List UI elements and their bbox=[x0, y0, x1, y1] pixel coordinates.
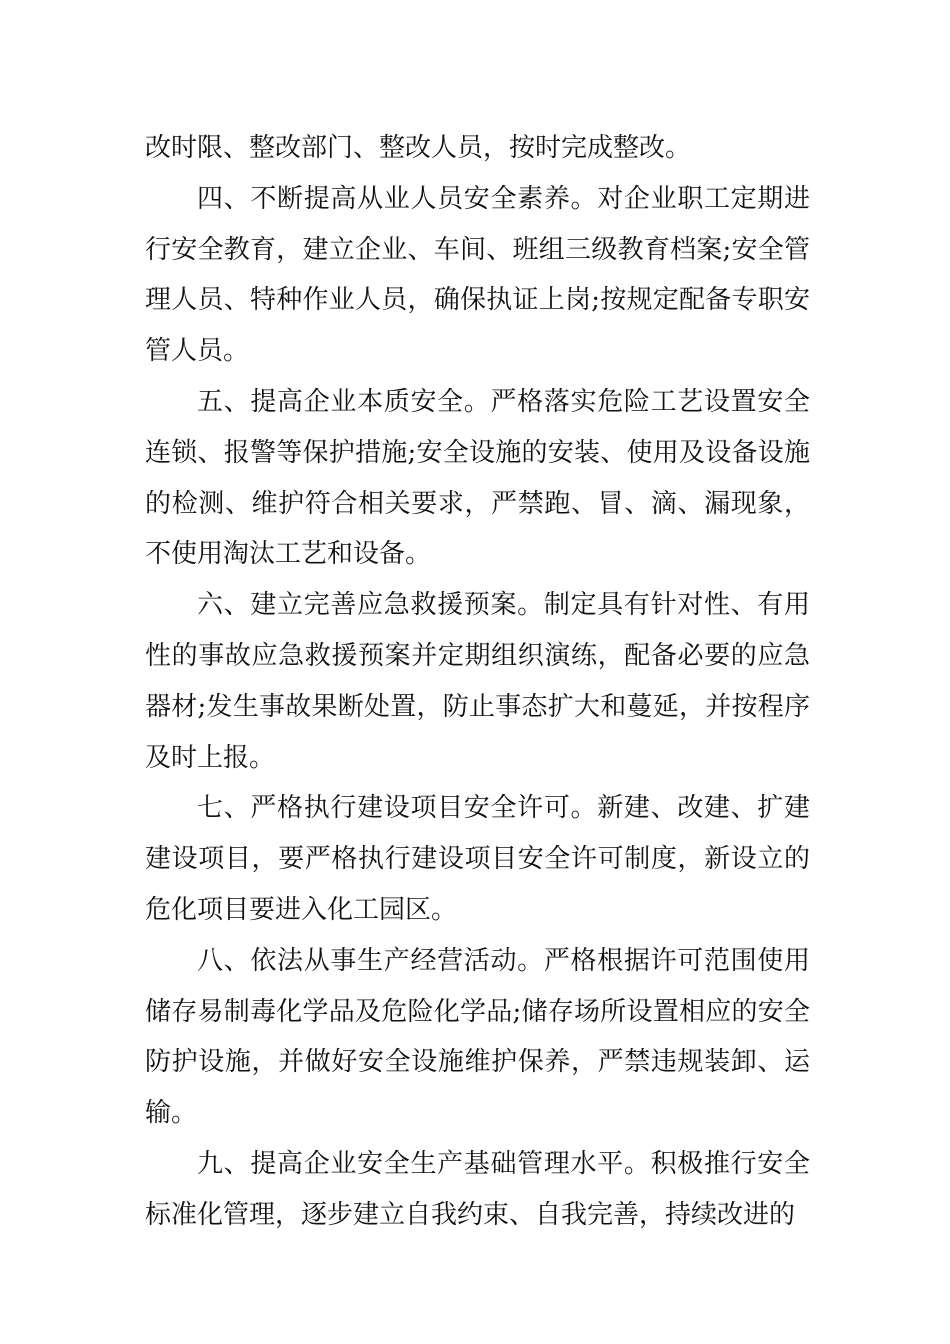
paragraph-item-4: 四、不断提高从业人员安全素养。对企业职工定期进行安全教育，建立企业、车间、班组三级教育档案;安全管理人员、特种作业人员，确保执证上岗;按规定配备专职安管人员。 bbox=[145, 183, 810, 367]
paragraph-item-5: 五、提高企业本质安全。严格落实危险工艺设置安全连锁、报警等保护措施;安全设施的安装、使用及设备设施的检测、维护符合相关要求，严禁跑、冒、滴、漏现象，不使用淘汰工艺和设备。 bbox=[145, 386, 810, 570]
document-body bbox=[145, 123, 810, 1241]
paragraph-continuation: 改时限、整改部门、整改人员，按时完成整改。 bbox=[145, 133, 692, 163]
paragraph-item-6: 六、建立完善应急救援预案。制定具有针对性、有用性的事故应急救援预案并定期组织演练，配备必要的应急器材;发生事故果断处置，防止事态扩大和蔓延，并按程序及时上报。 bbox=[145, 590, 810, 773]
paragraph-item-9: 九、提高企业安全生产基础管理水平。积极推行安全标准化管理，逐步建立自我约束、自我完善，持续改进的 bbox=[145, 1148, 810, 1230]
paragraph-item-8: 八、依法从事生产经营活动。严格根据许可范围使用储存易制毒化学品及危险化学品;储存场所设置相应的安全防护设施，并做好安全设施维护保养，严禁违规装卸、运输。 bbox=[145, 945, 810, 1129]
paragraph-item-7: 七、严格执行建设项目安全许可。新建、改建、扩建建设项目，要严格执行建设项目安全许可制度，新设立的危化项目要进入化工园区。 bbox=[145, 793, 810, 925]
